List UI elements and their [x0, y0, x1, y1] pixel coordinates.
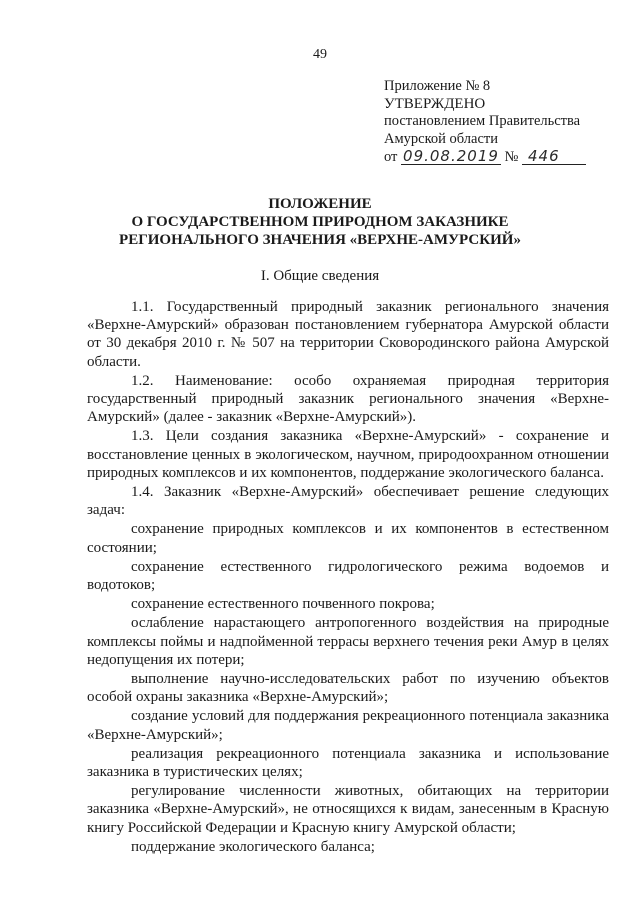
approved-label: УТВЕРЖДЕНО — [384, 95, 486, 112]
task-item: создание условий для поддержания рекреационного потенциала заказника «Верхне-Амурский»; — [87, 708, 609, 743]
date-prefix: от — [384, 149, 398, 165]
title-line-2: О ГОСУДАРСТВЕННОМ ПРИРОДНОМ ЗАКАЗНИКЕ — [131, 214, 509, 230]
approval-date-line — [384, 148, 586, 167]
section-heading: I. Общие сведения — [260, 268, 380, 284]
document-body — [87, 297, 609, 856]
task-item: ослабление нарастающего антропогенного воздействия на природные комплексы поймы и надпойменной террасы верхнего течения реки Амур в целях недопущения их потери; — [87, 615, 609, 668]
appendix-label: Приложение № 8 — [384, 78, 491, 94]
task-item: поддержание экологического баланса; — [131, 838, 375, 855]
title-line-3: РЕГИОНАЛЬНОГО ЗНАЧЕНИЯ «ВЕРХНЕ-АМУРСКИЙ» — [119, 232, 521, 248]
document-title — [0, 195, 640, 249]
task-item: сохранение естественного гидрологического режима водоемов и водотоков; — [87, 558, 609, 594]
paragraph-1-4: 1.4. Заказник «Верхне-Амурский» обеспечивает решение следующих задач: — [87, 484, 609, 519]
task-item: выполнение научно-исследовательских работ по изучению объектов особой охраны заказника «Верхне-Амурский»; — [87, 671, 609, 706]
paragraph-1-1: 1.1. Государственный природный заказник регионального значения «Верхне-Амурский» образован постановлением губернатора Амурской области от 30 декабря 2010 г. № 507 на территории Сковородинского района Амурской области. — [87, 299, 609, 370]
approval-line-1: постановлением Правительства — [384, 113, 581, 129]
title-line-1: ПОЛОЖЕНИЕ — [268, 196, 372, 212]
handwritten-number: 446 — [522, 148, 586, 165]
number-prefix: № — [504, 149, 519, 165]
paragraph-1-3: 1.3. Цели создания заказника «Верхне-Амурский» - сохранение и восстановление ценных в экологическом, научном, природоохранном отношении природных комплексов и их компонентов, поддержание экологического баланса. — [87, 428, 609, 481]
task-item: сохранение естественного почвенного покрова; — [131, 596, 435, 613]
task-item: сохранение природных комплексов и их компонентов в естественном состоянии; — [87, 521, 609, 556]
approval-line-2: Амурской области — [384, 130, 498, 147]
handwritten-date: 09.08.2019 — [403, 147, 499, 165]
page-number: 49 — [313, 47, 327, 62]
approval-block — [384, 78, 586, 167]
task-item: регулирование численности животных, обитающих на территории заказника «Верхне-Амурский», не относящихся к видам, занесенным в Красную книгу Российской Федерации и Красную книгу Амурской области; — [87, 783, 609, 836]
paragraph-1-2: 1.2. Наименование: особо охраняемая природная территория государственный природный заказник регионального значения «Верхне-Амурский» (далее - заказник «Верхне-Амурский»). — [87, 372, 609, 426]
task-item: реализация рекреационного потенциала заказника и использование заказника в туристических целях; — [87, 745, 609, 781]
